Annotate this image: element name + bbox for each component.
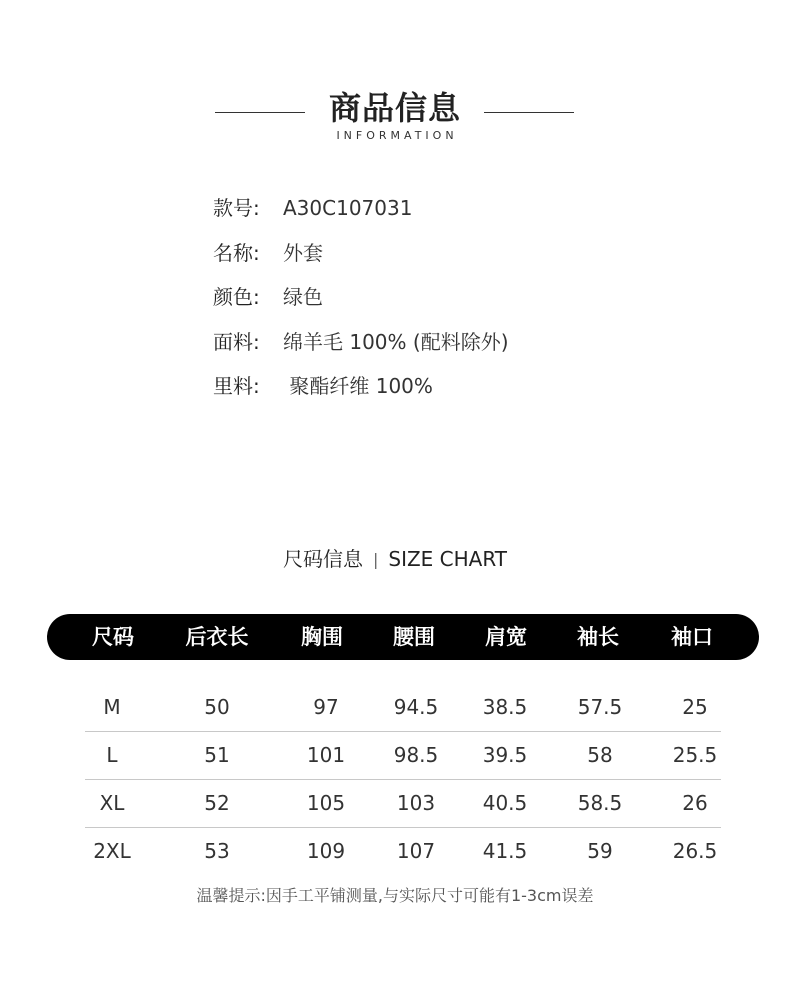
column-header: 袖口	[671, 625, 713, 649]
table-cell: 59	[587, 839, 613, 863]
size-table-body	[0, 684, 790, 876]
info-label: 名称:	[213, 240, 260, 265]
column-header: 肩宽	[485, 625, 527, 649]
info-label: 颜色:	[213, 285, 260, 309]
page-title: 商品信息	[328, 89, 461, 127]
table-cell: 101	[306, 743, 346, 767]
table-cell: 40.5	[482, 791, 528, 815]
table-cell: 52	[204, 791, 230, 815]
table-row	[0, 828, 790, 876]
info-label: 款号:	[213, 196, 260, 220]
table-cell: 94.5	[393, 695, 439, 719]
measurement-note: 温馨提示:因手工平铺测量,与实际尺寸可能有1-3cm误差	[196, 886, 594, 905]
column-header: 腰围	[393, 625, 435, 649]
table-cell: 103	[396, 791, 436, 815]
table-cell: 2XL	[93, 839, 131, 863]
table-cell: 26	[682, 791, 708, 815]
table-cell: 53	[204, 839, 230, 863]
table-row	[0, 684, 790, 732]
page-subtitle: INFORMATION	[336, 129, 458, 142]
table-cell: 25	[682, 695, 708, 719]
table-cell: 97	[313, 695, 339, 719]
table-cell: 41.5	[482, 839, 528, 863]
info-row-lining	[213, 371, 509, 416]
table-row	[0, 732, 790, 780]
product-info-list	[213, 193, 509, 416]
table-cell: 25.5	[672, 743, 718, 767]
table-cell: 58.5	[577, 791, 623, 815]
info-row-fabric	[213, 327, 509, 372]
table-row	[0, 780, 790, 828]
size-chart-heading-en: SIZE CHART	[388, 547, 508, 571]
table-cell: 26.5	[672, 839, 718, 863]
size-table-header	[47, 614, 759, 660]
table-cell: 51	[204, 743, 230, 767]
info-label: 里料:	[213, 374, 260, 398]
column-header: 袖长	[577, 625, 619, 649]
column-header: 尺码	[92, 625, 134, 649]
size-chart-heading-cn: 尺码信息	[282, 547, 363, 571]
table-cell: 105	[306, 791, 346, 815]
info-row-color	[213, 282, 509, 327]
info-row-style-number	[213, 193, 509, 238]
table-cell: L	[106, 743, 118, 767]
table-cell: 58	[587, 743, 613, 767]
info-value: 聚酯纤维 100%	[283, 374, 433, 398]
table-cell: 109	[306, 839, 346, 863]
table-cell: 38.5	[482, 695, 528, 719]
info-value: 外套	[283, 240, 323, 265]
table-cell: 98.5	[393, 743, 439, 767]
table-cell: 107	[396, 839, 436, 863]
column-header: 后衣长	[185, 625, 249, 649]
table-cell: 50	[204, 695, 230, 719]
table-cell: XL	[99, 791, 125, 815]
size-chart-heading	[0, 545, 790, 574]
info-value: 绿色	[283, 285, 323, 309]
heading-separator: |	[372, 550, 379, 569]
table-cell: M	[103, 695, 121, 719]
column-header: 胸围	[301, 625, 343, 649]
table-cell: 57.5	[577, 695, 623, 719]
info-value: A30C107031	[283, 196, 413, 220]
info-value: 绵羊毛 100% (配料除外)	[283, 329, 509, 354]
info-row-name	[213, 238, 509, 283]
info-label: 面料:	[213, 329, 260, 354]
table-cell: 39.5	[482, 743, 528, 767]
